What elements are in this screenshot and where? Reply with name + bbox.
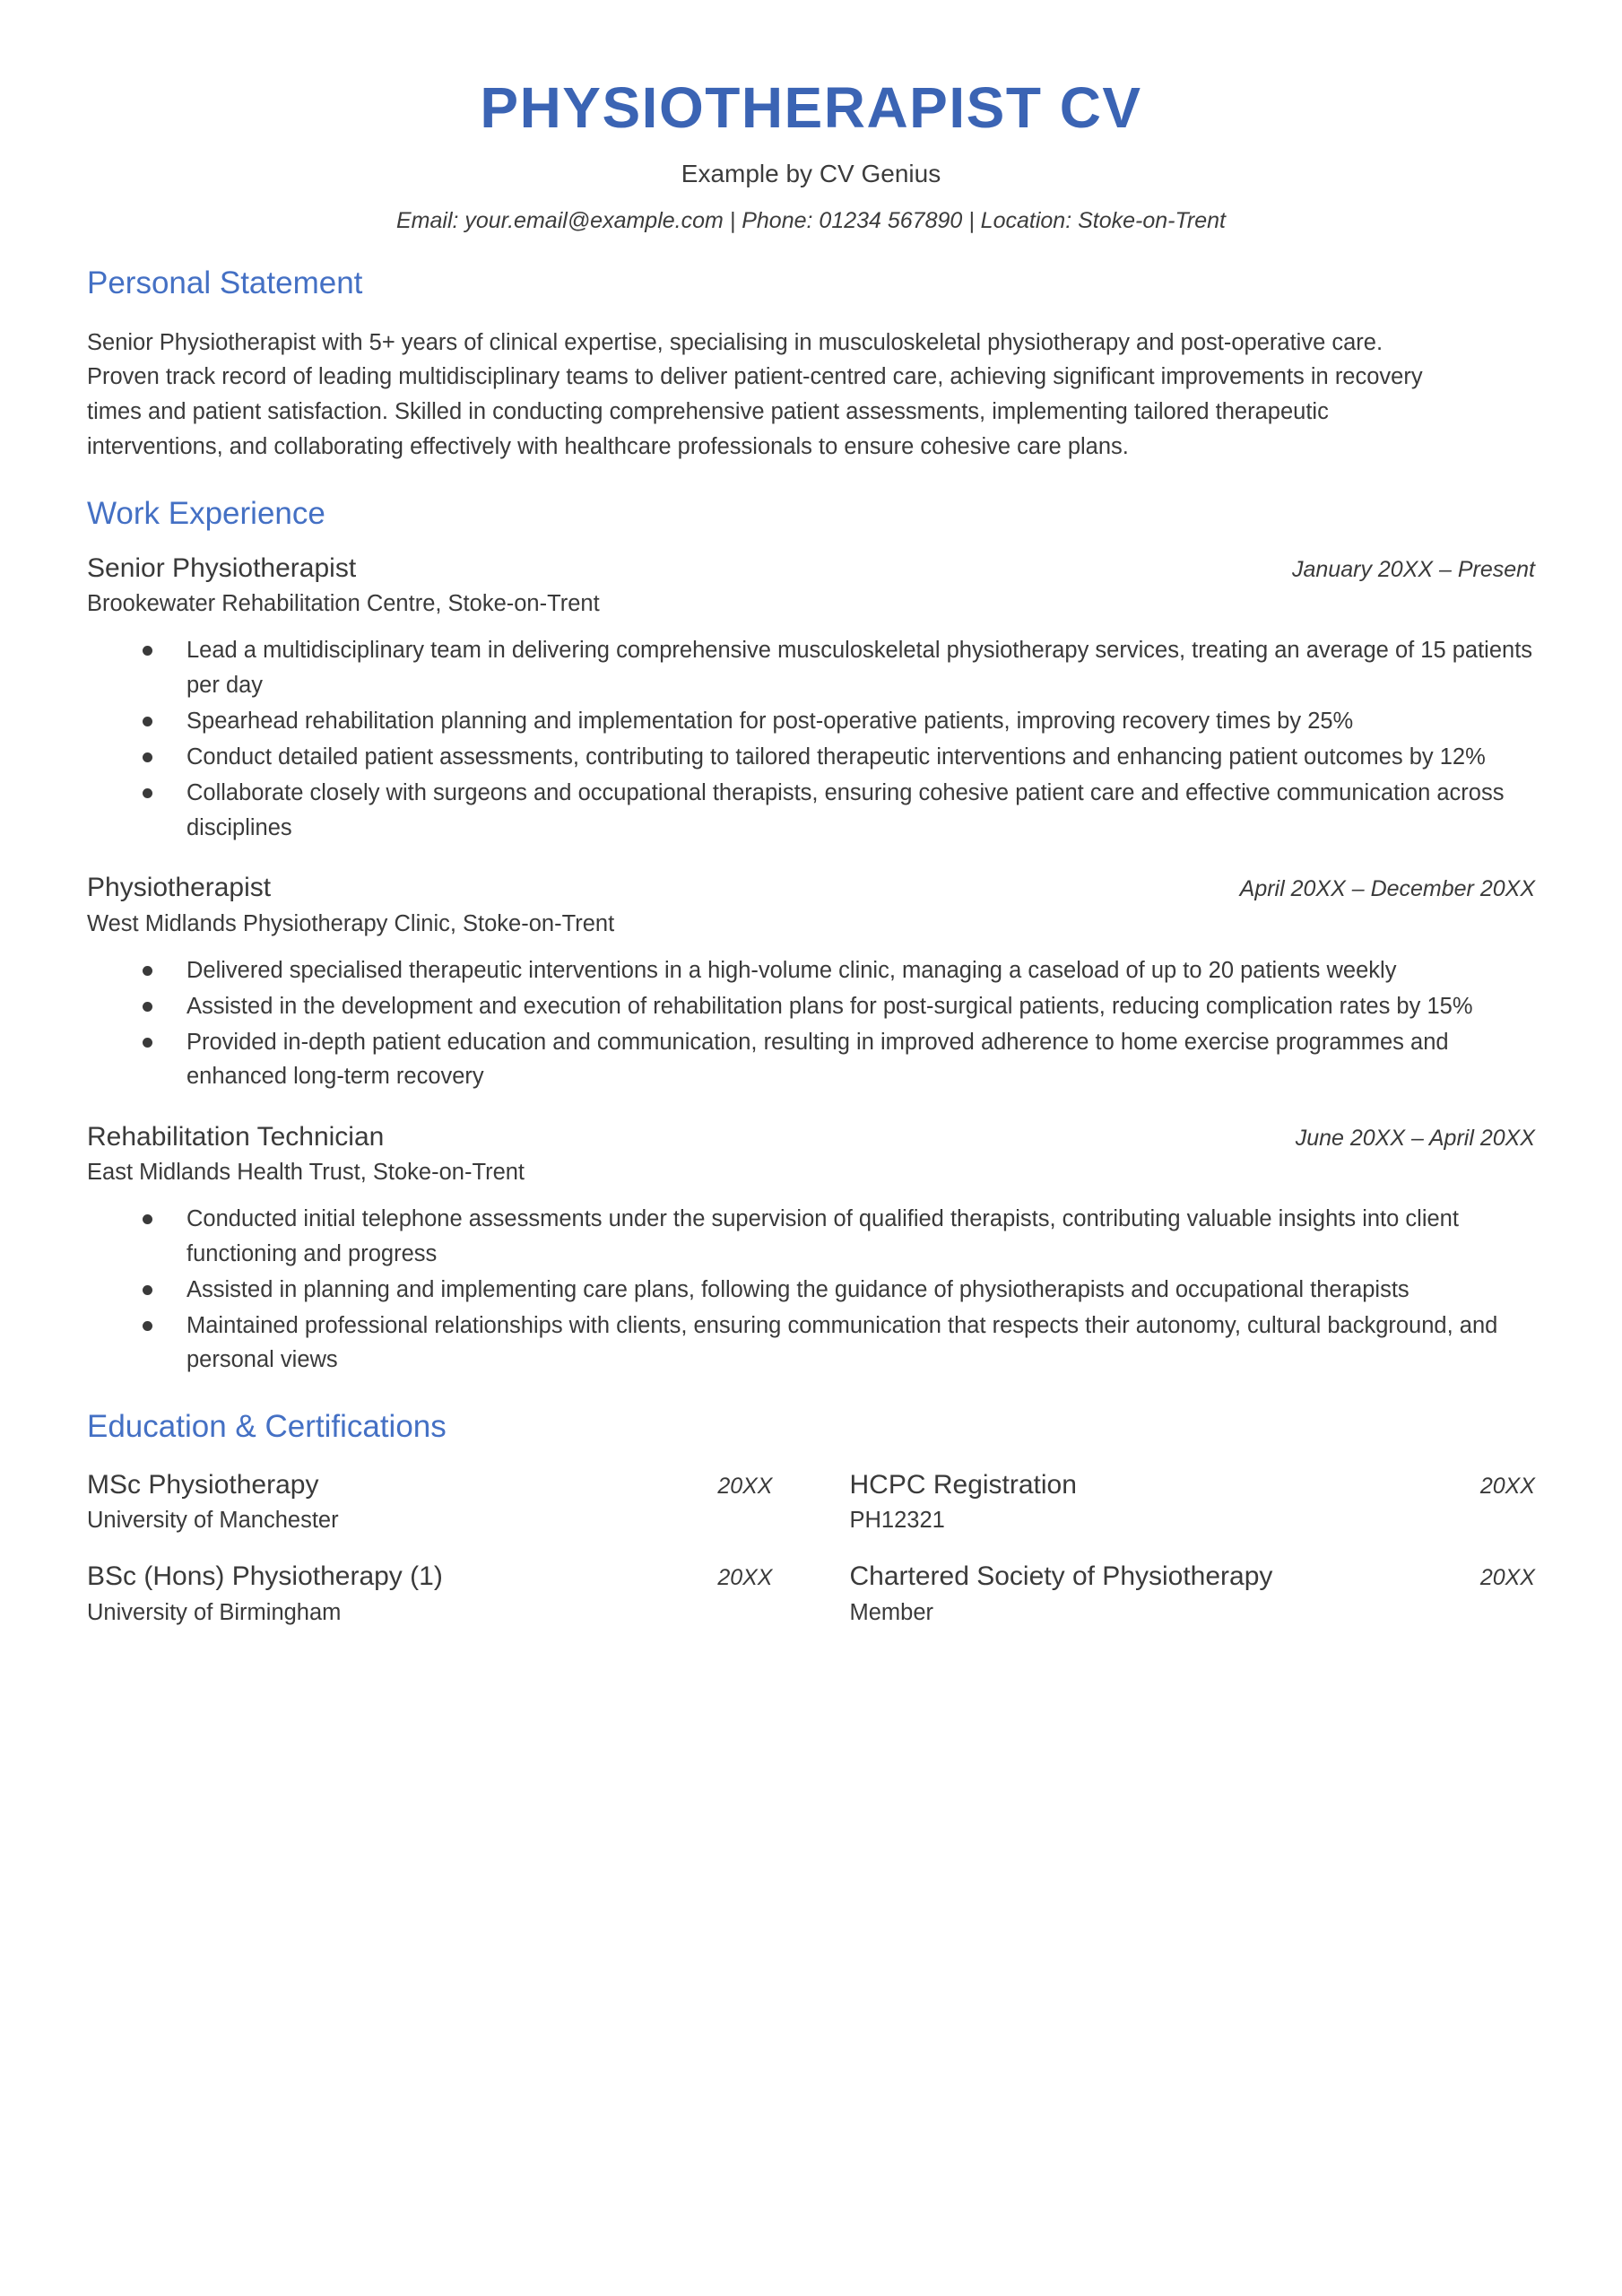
education-row bbox=[87, 1469, 1535, 1536]
education-entry-header bbox=[850, 1561, 1536, 1594]
personal-statement-body: Senior Physiotherapist with 5+ years of clinical expertise, specialising in musculoskeletal physiotherapy and post-operative care. Proven track record of leading multidisciplinary teams to deliver patient-centred care, achieving significant improvements in recovery times and patient satisfaction. Skilled in conducting comprehensive patient assessments, implementing tailored therapeutic interventions, and collaborating effectively with healthcare professionals to ensure cohesive care plans. bbox=[87, 329, 1423, 459]
job-bullet bbox=[87, 1273, 1535, 1307]
education-entry-header bbox=[850, 1469, 1536, 1502]
job-bullet-list bbox=[87, 1202, 1535, 1377]
education-degree: MSc Physiotherapy bbox=[87, 1469, 319, 1500]
job-bullet-text: Conducted initial telephone assessments under the supervision of qualified therapists, contributing valuable insights into client functioning and progress bbox=[186, 1206, 1459, 1266]
education-entry bbox=[87, 1469, 773, 1536]
section-title-personal-statement: Personal Statement bbox=[87, 265, 363, 300]
bullet-dot-icon bbox=[143, 788, 152, 798]
section-education bbox=[87, 1408, 1535, 1628]
bullet-dot-icon bbox=[143, 1321, 152, 1331]
job-header bbox=[87, 1121, 1535, 1154]
job-bullet-text: Delivered specialised therapeutic interventions in a high-volume clinic, managing a caseload of up to 20 patients weekly bbox=[186, 957, 1397, 983]
education-degree: Chartered Society of Physiotherapy bbox=[849, 1561, 1273, 1592]
job-bullet bbox=[87, 1309, 1535, 1378]
education-entry-header bbox=[87, 1561, 773, 1594]
education-entry bbox=[850, 1469, 1536, 1536]
job-bullet bbox=[87, 633, 1535, 702]
education-year: 20XX bbox=[717, 1565, 773, 1591]
bullet-dot-icon bbox=[143, 646, 152, 656]
job-bullet bbox=[87, 953, 1535, 987]
section-work-experience bbox=[87, 495, 1535, 1378]
job-entry bbox=[87, 552, 1535, 845]
job-title: Rehabilitation Technician bbox=[87, 1121, 385, 1152]
job-header bbox=[87, 552, 1535, 586]
section-title-work-experience: Work Experience bbox=[87, 495, 325, 531]
section-title-education: Education & Certifications bbox=[87, 1408, 447, 1444]
bullet-dot-icon bbox=[143, 717, 152, 726]
job-bullet bbox=[87, 1025, 1535, 1094]
job-dates: June 20XX – April 20XX bbox=[1295, 1125, 1535, 1151]
job-bullet-text: Conduct detailed patient assessments, contributing to tailored therapeutic interventions and enhancing patient outcomes by 12% bbox=[186, 744, 1486, 770]
job-bullet-text: Spearhead rehabilitation planning and implementation for post-operative patients, improving recovery times by 25% bbox=[186, 708, 1354, 734]
job-bullet-text: Provided in-depth patient education and communication, resulting in improved adherence to home exercise programmes and enhanced long-term recovery bbox=[186, 1030, 1449, 1090]
bullet-dot-icon bbox=[143, 752, 152, 762]
job-bullet bbox=[87, 1202, 1535, 1271]
section-personal-statement bbox=[87, 265, 1535, 465]
job-organisation: East Midlands Health Trust, Stoke-on-Trent bbox=[87, 1160, 525, 1186]
job-bullet-text: Collaborate closely with surgeons and occupational therapists, ensuring cohesive patient care and effective communication across disciplines bbox=[186, 780, 1505, 840]
contact-line: Email: your.email@example.com | Phone: 01234 567890 | Location: Stoke-on-Trent bbox=[396, 207, 1226, 233]
bullet-dot-icon bbox=[143, 1214, 152, 1224]
job-list bbox=[87, 552, 1535, 1378]
job-organisation: Brookewater Rehabilitation Centre, Stoke-on-Trent bbox=[87, 591, 600, 617]
education-entry-header bbox=[87, 1469, 773, 1502]
education-year: 20XX bbox=[1479, 1473, 1535, 1499]
education-degree: BSc (Hons) Physiotherapy (1) bbox=[87, 1561, 443, 1592]
job-organisation: West Midlands Physiotherapy Clinic, Stoke-on-Trent bbox=[87, 910, 615, 936]
bullet-dot-icon bbox=[143, 1002, 152, 1012]
job-dates: January 20XX – Present bbox=[1292, 556, 1535, 582]
job-bullet bbox=[87, 740, 1535, 774]
job-bullet bbox=[87, 989, 1535, 1023]
job-title: Senior Physiotherapist bbox=[87, 552, 357, 583]
bullet-dot-icon bbox=[143, 966, 152, 976]
education-year: 20XX bbox=[1479, 1565, 1535, 1591]
education-row bbox=[87, 1561, 1535, 1628]
cv-header bbox=[87, 0, 1535, 234]
education-entry bbox=[850, 1561, 1536, 1628]
job-bullet-text: Assisted in planning and implementing care plans, following the guidance of physiotherapists and occupational therapists bbox=[186, 1276, 1409, 1302]
bullet-dot-icon bbox=[143, 1285, 152, 1295]
education-institution: Member bbox=[849, 1599, 934, 1625]
job-header bbox=[87, 872, 1535, 905]
job-bullet bbox=[87, 704, 1535, 738]
job-bullet bbox=[87, 776, 1535, 845]
cv-subtitle: Example by CV Genius bbox=[681, 160, 941, 188]
education-year: 20XX bbox=[717, 1473, 773, 1499]
job-dates: April 20XX – December 20XX bbox=[1239, 875, 1535, 901]
education-institution: University of Manchester bbox=[87, 1508, 339, 1534]
job-bullet-list bbox=[87, 953, 1535, 1094]
education-grid bbox=[87, 1469, 1535, 1628]
education-institution: PH12321 bbox=[849, 1508, 945, 1534]
job-bullet-text: Lead a multidisciplinary team in delivering comprehensive musculoskeletal physiotherapy services, treating an average of 15 patients per day bbox=[186, 638, 1533, 698]
job-entry bbox=[87, 1121, 1535, 1378]
page-title: PHYSIOTHERAPIST CV bbox=[480, 75, 1142, 140]
job-bullet-list bbox=[87, 633, 1535, 845]
job-title: Physiotherapist bbox=[87, 872, 272, 902]
education-entry bbox=[87, 1561, 773, 1628]
job-bullet-text: Assisted in the development and execution of rehabilitation plans for post-surgical patients, reducing complication rates by 15% bbox=[186, 993, 1473, 1019]
education-institution: University of Birmingham bbox=[87, 1599, 342, 1625]
bullet-dot-icon bbox=[143, 1038, 152, 1048]
job-bullet-text: Maintained professional relationships with clients, ensuring communication that respects their autonomy, cultural background, and personal views bbox=[186, 1313, 1498, 1373]
job-entry bbox=[87, 872, 1535, 1094]
education-degree: HCPC Registration bbox=[849, 1469, 1077, 1500]
